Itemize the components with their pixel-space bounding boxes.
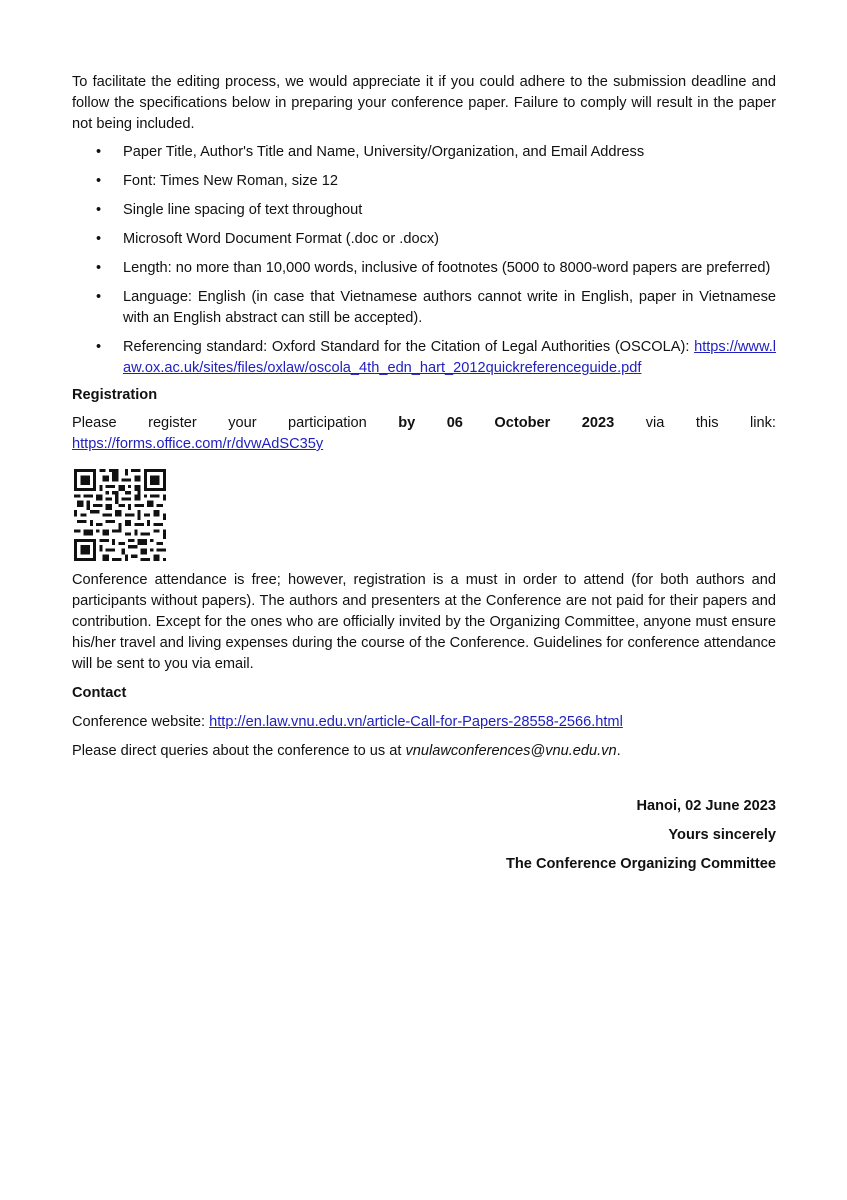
qr-code-icon	[74, 469, 166, 561]
registration-form-link[interactable]: https://forms.office.com/r/dvwAdSC35y	[72, 436, 324, 452]
intro-paragraph: To facilitate the editing process, we would appreciate it if you could adhere to the submission deadline and follow the specifications below in preparing your conference paper. Failure to comply will result in the paper not being included.	[72, 74, 776, 132]
queries-line: Please direct queries about the conference to us at vnulawconferences@vnu.edu.vn.	[72, 743, 621, 759]
specifications-list	[72, 142, 776, 379]
registration-instruction	[72, 413, 776, 455]
registration-heading: Registration	[72, 387, 158, 403]
signoff-block	[72, 796, 776, 875]
conference-website-line: Conference website: http://en.law.vnu.edu.vn/article-Call-for-Papers-28558-2566.html	[72, 714, 623, 730]
conference-website-link[interactable]: http://en.law.vnu.edu.vn/article-Call-for-Papers-28558-2566.html	[209, 714, 623, 730]
list-item: • Language: English (in case that Vietnamese authors cannot write in English, paper in Vietnamese with an English abstract can still be accepted).	[96, 289, 776, 326]
bullet-icon: •	[96, 289, 102, 305]
list-item: • Microsoft Word Document Format (.doc or .docx)	[72, 229, 776, 250]
oscola-guide-link[interactable]: https://www.law.ox.ac.uk/sites/files/oxlaw/oscola_4th_edn_hart_2012quickreferenceguide.pdf	[123, 339, 776, 376]
list-item: • Font: Times New Roman, size 12	[72, 171, 776, 192]
place-date: Hanoi, 02 June 2023	[636, 798, 776, 814]
attendance-notice: Conference attendance is free; however, registration is a must in order to attend (for both authors and participants without papers). The authors and presenters at the Conference are not paid for their papers and contribution. Except for the ones who are officially invited by the Organizing Committee, anyone must ensure his/her travel and living expenses during the course of the Conference. Guidelines for conference attendance will be sent to you via email.	[72, 572, 776, 672]
bullet-icon: •	[96, 339, 102, 355]
registration-line: Please register your participation by 06 October 2023 via this link:	[72, 415, 776, 431]
bullet-icon: •	[96, 260, 102, 276]
bullet-icon: •	[96, 173, 102, 189]
list-item: • Length: no more than 10,000 words, inclusive of footnotes (5000 to 8000-word papers are preferred)	[72, 258, 776, 279]
contact-heading: Contact	[72, 685, 127, 701]
contact-email[interactable]: vnulawconferences@vnu.edu.vn	[405, 743, 617, 759]
bullet-icon: •	[96, 202, 102, 218]
list-item: • Single line spacing of text throughout	[72, 200, 776, 221]
signatory: The Conference Organizing Committee	[505, 856, 776, 872]
bullet-icon: •	[96, 231, 102, 247]
closing-line: Yours sincerely	[668, 827, 776, 843]
list-item: • Referencing standard: Oxford Standard for the Citation of Legal Authorities (OSCOLA): https://www.law.ox.ac.uk/sites/files/oxlaw/oscola_4th_edn_hart_2012quickreferenceguide.pdf	[96, 339, 776, 376]
bullet-icon: •	[96, 144, 102, 160]
list-item: • Paper Title, Author's Title and Name, University/Organization, and Email Address	[72, 142, 776, 163]
document-page	[72, 72, 776, 875]
